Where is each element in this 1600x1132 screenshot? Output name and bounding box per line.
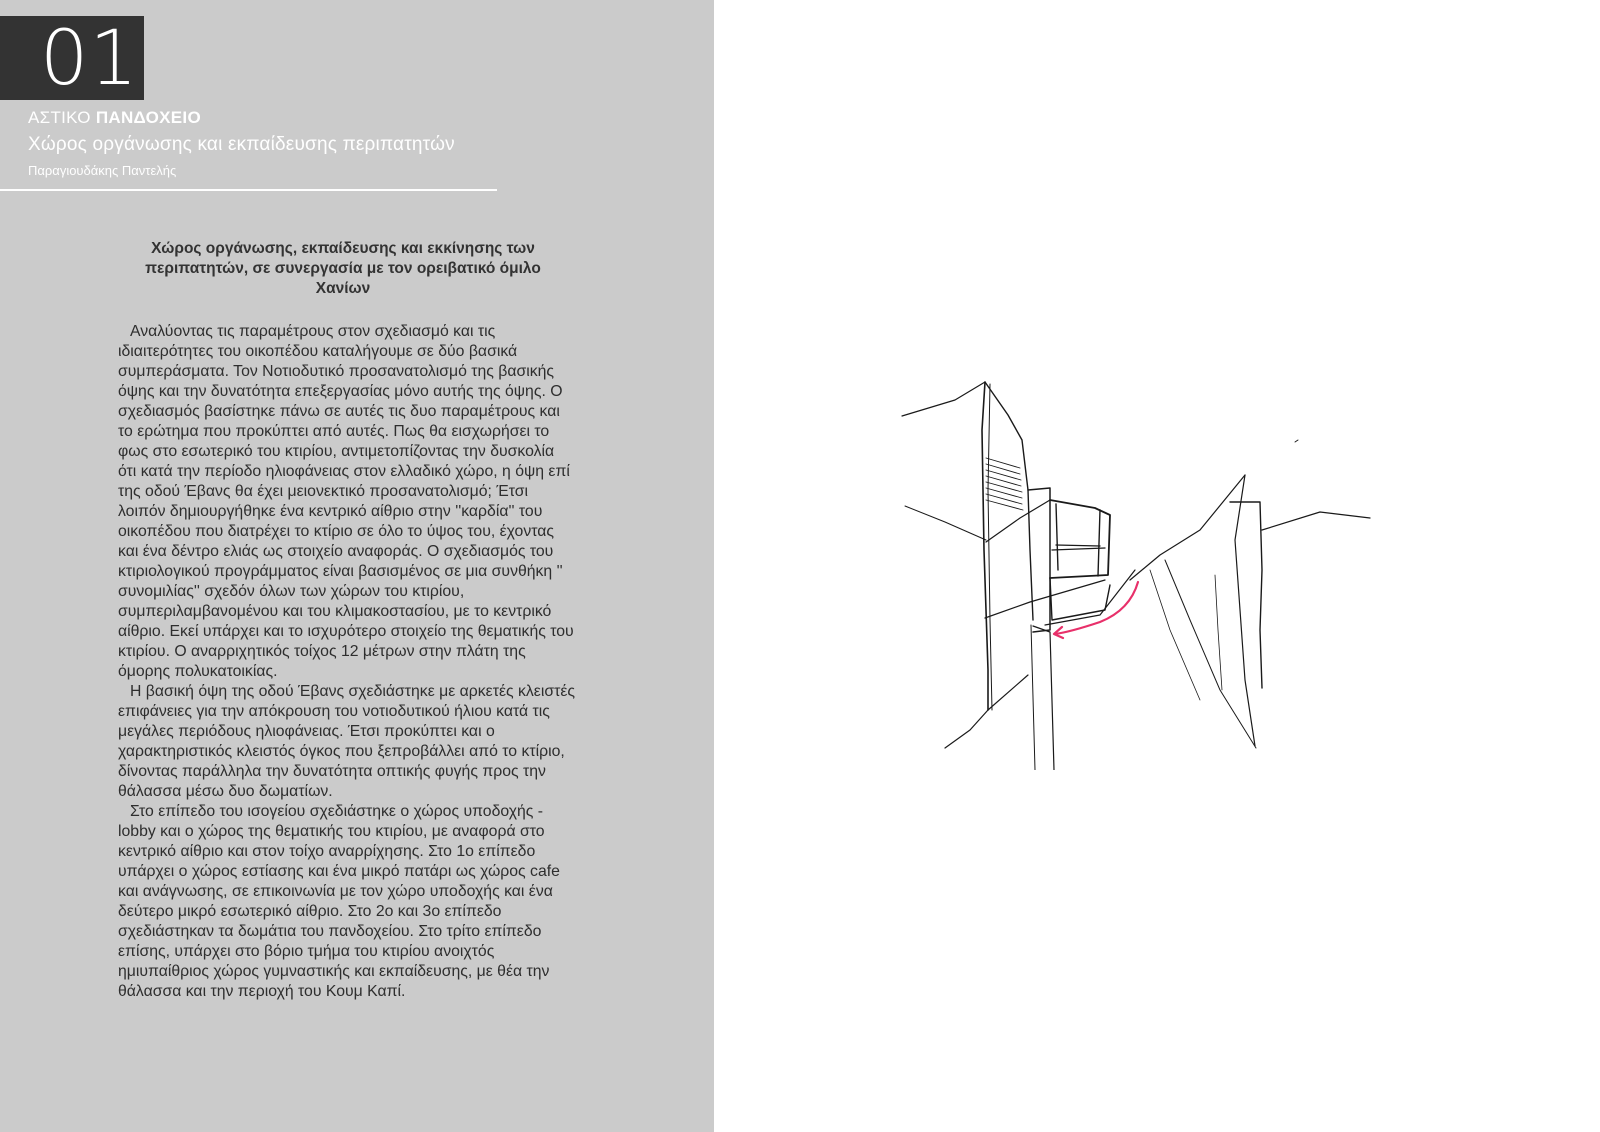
paragraph: Αναλύοντας τις παραμέτρους στον σχεδιασμό και τις ιδιαιτερότητες του οικοπέδου καταλήγουμε σε δύο βασικά συμπεράσματα. Τον Νοτιοδυτικό προσανατολισμό της βασικής όψης και την δυνατότητα επεξεργασίας μόνο αυτής της όψης. Ο σχεδιασμός βασίστηκε πάνω σε αυτές τις δυο παραμέτρους και το ερώτημα που προκύπτει από αυτές. Πως θα εισχωρήσει το φως στο εσωτερικό του κτιρίου, αντιμετοπίζοντας την δυσκολία ότι κατά την περίοδο ηλιοφάνειας στον ελλαδικό χώρο, η όψη επί της οδού Έβανς θα έχει μειονεκτικό προσανατολισμό; Έτσι λοιπόν δημιουργήθηκε ένα κεντρικό αίθριο στην ''καρδία'' του οικοπέδου που διατρέχει το κτίριο σε όλο το ύψος του, έχοντας και ένα δέντρο ελιάς ως στοιχείο αναφοράς. Ο σχεδιασμός του κτιριολογικού προγράμματος είναι βασισμένος σε μια συνθήκη '' συνομιλίας'' σχεδόν όλων των χώρων του κτιρίου, συμπεριλαμβανομένου και του κλιμακοστασίου, με το κεντρικό αίθριο. Εκεί υπάρχει και το ισχυρότερο στοιχείο της θεματικής του κτιρίου. Ο αναρριχητικός τοίχος 12 μέτρων στην πλάτη της όμορης πολυκατοικίας. [118, 323, 574, 680]
header-divider [0, 189, 497, 191]
sketch-lines [902, 382, 1370, 770]
article-heading: Χώρος οργάνωσης, εκπαίδευσης και εκκίνησης των περιπατητών, σε συνεργασία με τον ορειβατικό όμιλο Χανίων [145, 240, 541, 297]
page-title [28, 108, 201, 128]
title-bold: ΠΑΝΔΟΧΕΙΟ [95, 108, 201, 127]
author-name: Παραγιουδάκης Παντελής [28, 163, 177, 178]
red-arrow-icon [1054, 582, 1138, 638]
perspective-sketch [900, 370, 1420, 770]
title-light: ΑΣΤΙΚΟ [28, 108, 96, 127]
paragraph: Η βασική όψη της οδού Έβανς σχεδιάστηκε με αρκετές κλειστές επιφάνειες για την απόκρουση του νοτιοδυτικού ήλιου κατά τις μεγάλες περιόδους ηλιοφάνειας. Έτσι προκύπτει και ο χαρακτηριστικός κλειστός όγκος που ξεπροβάλλει από το κτίριο, δίνοντας παράλληλα την δυνατότητα οπτικής φυγής προς την θάλασσα μέσω δυο δωματίων. [118, 683, 575, 800]
left-panel [0, 0, 714, 1132]
paragraph: Στο επίπεδο του ισογείου σχεδιάστηκε ο χώρος υποδοχής - lobby και ο χώρος της θεματικής του κτιρίου, με αναφορά στο κεντρικό αίθριο και στον τοίχο αναρρίχησης. Στο 1ο επίπεδο υπάρχει ο χώρος εστίασης και ένα μικρό πατάρι ως χώρος cafe και ανάγνωσης, σε επικοινωνία με τον χώρο υποδοχής και ένα δεύτερο μικρό εσωτερικό αίθριο. Στο 2ο και 3ο επίπεδο σχεδιάστηκαν τα δωμάτια του πανδοχείου. Στο τρίτο επίπεδο επίσης, υπάρχει στο βόριο τμήμα του κτιρίου ανοιχτός ημιυπαίθριος χώρος γυμναστικής και εκπαίδευσης, με θέα την θάλασσα και την περιοχή του Κουμ Καπί. [118, 803, 560, 1000]
page-number: 01 [0, 16, 144, 100]
page-subtitle: Χώρος οργάνωσης και εκπαίδευσης περιπατητών [28, 134, 455, 155]
article-body [118, 322, 576, 1002]
